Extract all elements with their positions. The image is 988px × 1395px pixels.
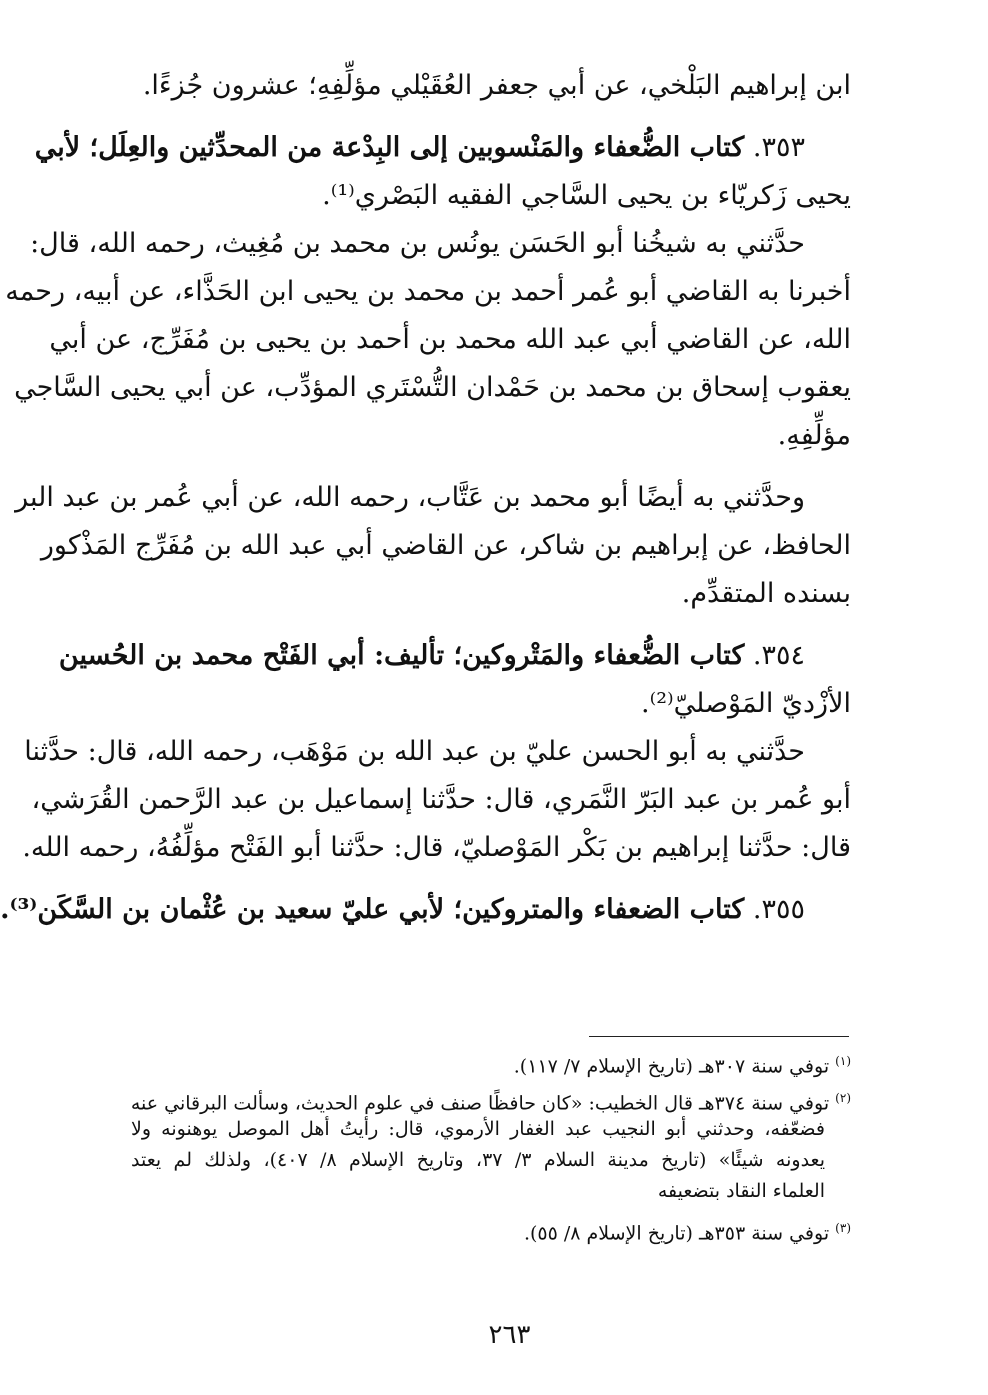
text-line: قال: حدَّثنا إبراهيم بن بَكْر المَوْصليّ، قال: حدَّثنا أبو الفَتْح مؤلِّفُهُ، رحمه الله. — [22, 832, 851, 863]
entry-title: كتاب الضُّعفاء والمَنْسوبين إلى البِدْعة من المحدِّثين والعِلَل؛ لأبي — [34, 132, 745, 163]
text-line: حدَّثني به أبو الحسن عليّ بن عبد الله بن مَوْهَب، رحمه الله، قال: حدَّثنا — [24, 736, 805, 767]
entry-354-heading-cont: الأزْديّ المَوْصليّ⁽²⁾. — [640, 688, 851, 719]
footnote-text: فضعّفه، وحدثني أبو النجيب عبد الغفار الأرموي، قال: رأيتُ أهل الموصل يوهنونه ولا — [131, 1118, 825, 1140]
text-line: الحافظ، عن إبراهيم بن شاكر، عن القاضي أبي عبد الله بن مُفَرِّج المَذْكور — [40, 530, 851, 561]
text-line: يعقوب إسحاق بن محمد بن حَمْدان التُّسْتَري المؤدِّب، عن أبي يحيى السَّاجي — [14, 372, 851, 403]
entry-number: ٣٥٤. — [752, 640, 805, 671]
entry-353-heading — [34, 124, 851, 172]
entry-355-heading — [0, 886, 851, 934]
entry-354-heading — [58, 632, 851, 680]
footnote-marker: (١) — [835, 1054, 851, 1068]
footnote-text: العلماء النقاد بتضعيفه — [657, 1180, 825, 1202]
entry-title: كتاب الضُّعفاء والمَتْروكين؛ تأليف: أبي الفَتْح محمد بن الحُسين — [58, 640, 745, 671]
text-line: بسنده المتقدِّم. — [681, 578, 851, 609]
text-line: حدَّثني به شيخُنا أبو الحَسَن يونُس بن محمد بن مُغِيث، رحمه الله، قال: — [30, 228, 805, 259]
text-line: ابن إبراهيم البَلْخي، عن أبي جعفر العُقَيْلي مؤلِّفِهِ؛ عشرون جُزءًا. — [142, 70, 851, 101]
text-line: أخبرنا به القاضي أبو عُمر أحمد بن محمد بن يحيى ابن الحَذَّاء، عن أبيه، رحمه — [5, 276, 851, 307]
text-line: مؤلِّفِهِ. — [777, 420, 851, 451]
page-number: ٢٦٣ — [488, 1320, 531, 1350]
footnote-text: توفي سنة ٣٧٤هـ قال الخطيب: «كان حافظًا صنف في علوم الحديث، وسألت البرقاني عنه — [130, 1092, 830, 1115]
footnote-text: توفي سنة ٣٥٣هـ (تاريخ الإسلام ٨/ ٥٥). — [523, 1222, 830, 1245]
text-line: الله، عن القاضي أبي عبد الله محمد بن أحمد بن يحيى بن مُفَرِّج، عن أبي — [49, 324, 851, 355]
text-line: وحدَّثني به أيضًا أبو محمد بن عَتَّاب، رحمه الله، عن أبي عُمر بن عبد البر — [15, 482, 805, 513]
entry-number: ٣٥٣. — [752, 132, 805, 163]
footnote-marker: (٢) — [835, 1091, 851, 1105]
entry-353-heading-cont: يحيى زَكريّاء بن يحيى السَّاجي الفقيه البَصْري⁽¹⁾. — [322, 180, 851, 211]
footnote-separator — [589, 1036, 849, 1037]
footnote-2 — [131, 1083, 851, 1114]
entry-number: ٣٥٥. — [752, 894, 805, 925]
footnote-text: توفي سنة ٣٠٧هـ (تاريخ الإسلام ٧/ ١١٧). — [513, 1055, 830, 1078]
text-line: أبو عُمر بن عبد البَرّ النَّمَري، قال: حدَّثنا إسماعيل بن عبد الرَّحمن القُرَشي، — [31, 784, 851, 815]
footnote-3 — [131, 1213, 851, 1244]
main-text — [0, 62, 851, 934]
entry-title: كتاب الضعفاء والمتروكين؛ لأبي عليّ سعيد بن عُثْمان بن السَّكَن⁽³⁾. — [0, 894, 745, 925]
footnotes — [131, 1046, 851, 1244]
footnote-1 — [131, 1046, 851, 1077]
footnote-marker: (٣) — [835, 1221, 851, 1235]
footnote-text: يعدونه شيئًا» (تاريخ مدينة السلام ٣/ ٣٧، وتاريخ الإسلام ٨/ ٤٠٧)، ولذلك لم يعتد — [131, 1149, 825, 1171]
